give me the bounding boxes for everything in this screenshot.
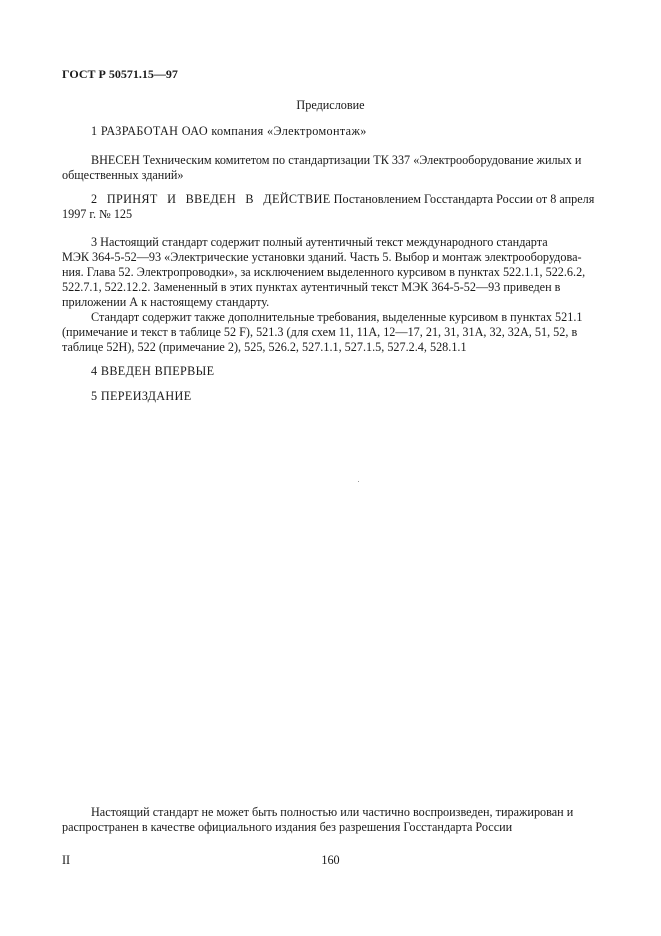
- foreword-introduced: [62, 153, 599, 183]
- foreword-item-4: 4 ВВЕДЕН ВПЕРВЫЕ: [91, 364, 215, 378]
- notice-line-2: распространен в качестве официального издания без разрешения Госстандарта России: [62, 820, 513, 834]
- introduced-line-1: ВНЕСЕН Техническим комитетом по стандартизации ТК 337 «Электрооборудование жилых и: [91, 153, 582, 167]
- foreword-item-5: 5 ПЕРЕИЗДАНИЕ: [91, 389, 192, 403]
- foreword-item-3-additional: [62, 310, 599, 355]
- developer-text: 1 РАЗРАБОТАН ОАО компания «Электромонтаж»: [91, 124, 367, 138]
- item3-line-1: 3 Настоящий стандарт содержит полный аутентичный текст международного стандарта: [91, 235, 548, 249]
- adopted-line-2: 1997 г. № 125: [62, 207, 133, 221]
- item3b-line-1: Стандарт содержит также дополнительные требования, выделенные курсивом в пунктах 521.1: [91, 310, 583, 324]
- item3b-line-3: таблице 52Н), 522 (примечание 2), 525, 526.2, 527.1.1, 527.1.5, 527.2.4, 528.1.1: [62, 340, 467, 354]
- item3-line-5: приложении А к настоящему стандарту.: [62, 295, 270, 309]
- adopted-line-1: [62, 192, 599, 207]
- adopted-text: Постановлением Госстандарта России от 8 апреля: [333, 192, 595, 206]
- page-number: 160: [321, 853, 340, 867]
- document-header: ГОСТ Р 50571.15—97: [62, 67, 178, 81]
- foreword-item-2: [62, 192, 599, 222]
- foreword-item-1: [62, 124, 599, 139]
- item3-line-3: ния. Глава 52. Электропроводки», за исключением выделенного курсивом в пунктах 522.1.1, 522.6.2,: [62, 265, 586, 279]
- item3-line-2: МЭК 364-5-52—93 «Электрические установки зданий. Часть 5. Выбор и монтаж электрооборудова-: [62, 250, 582, 264]
- notice-line-1: Настоящий стандарт не может быть полностью или частично воспроизведен, тиражирован и: [91, 805, 574, 819]
- scan-speck: [358, 481, 359, 482]
- item3b-line-2: (примечание и текст в таблице 52 F), 521.3 (для схем 11, 11А, 12—17, 21, 31, 31А, 32, 32А, 51, 52, в: [62, 325, 578, 339]
- item3-line-4: 522.7.1, 522.12.2. Замененный в этих пунктах аутентичный текст МЭК 364-5-52—93 приведен в: [62, 280, 561, 294]
- introduced-line-2: общественных зданий»: [62, 168, 184, 182]
- roman-page-number: II: [62, 853, 71, 867]
- foreword-title: Предисловие: [296, 98, 365, 112]
- adopted-label: 2 ПРИНЯТ И ВВЕДЕН В ДЕЙСТВИЕ: [91, 192, 331, 206]
- copyright-notice: [62, 805, 599, 835]
- foreword-item-3: [62, 235, 599, 310]
